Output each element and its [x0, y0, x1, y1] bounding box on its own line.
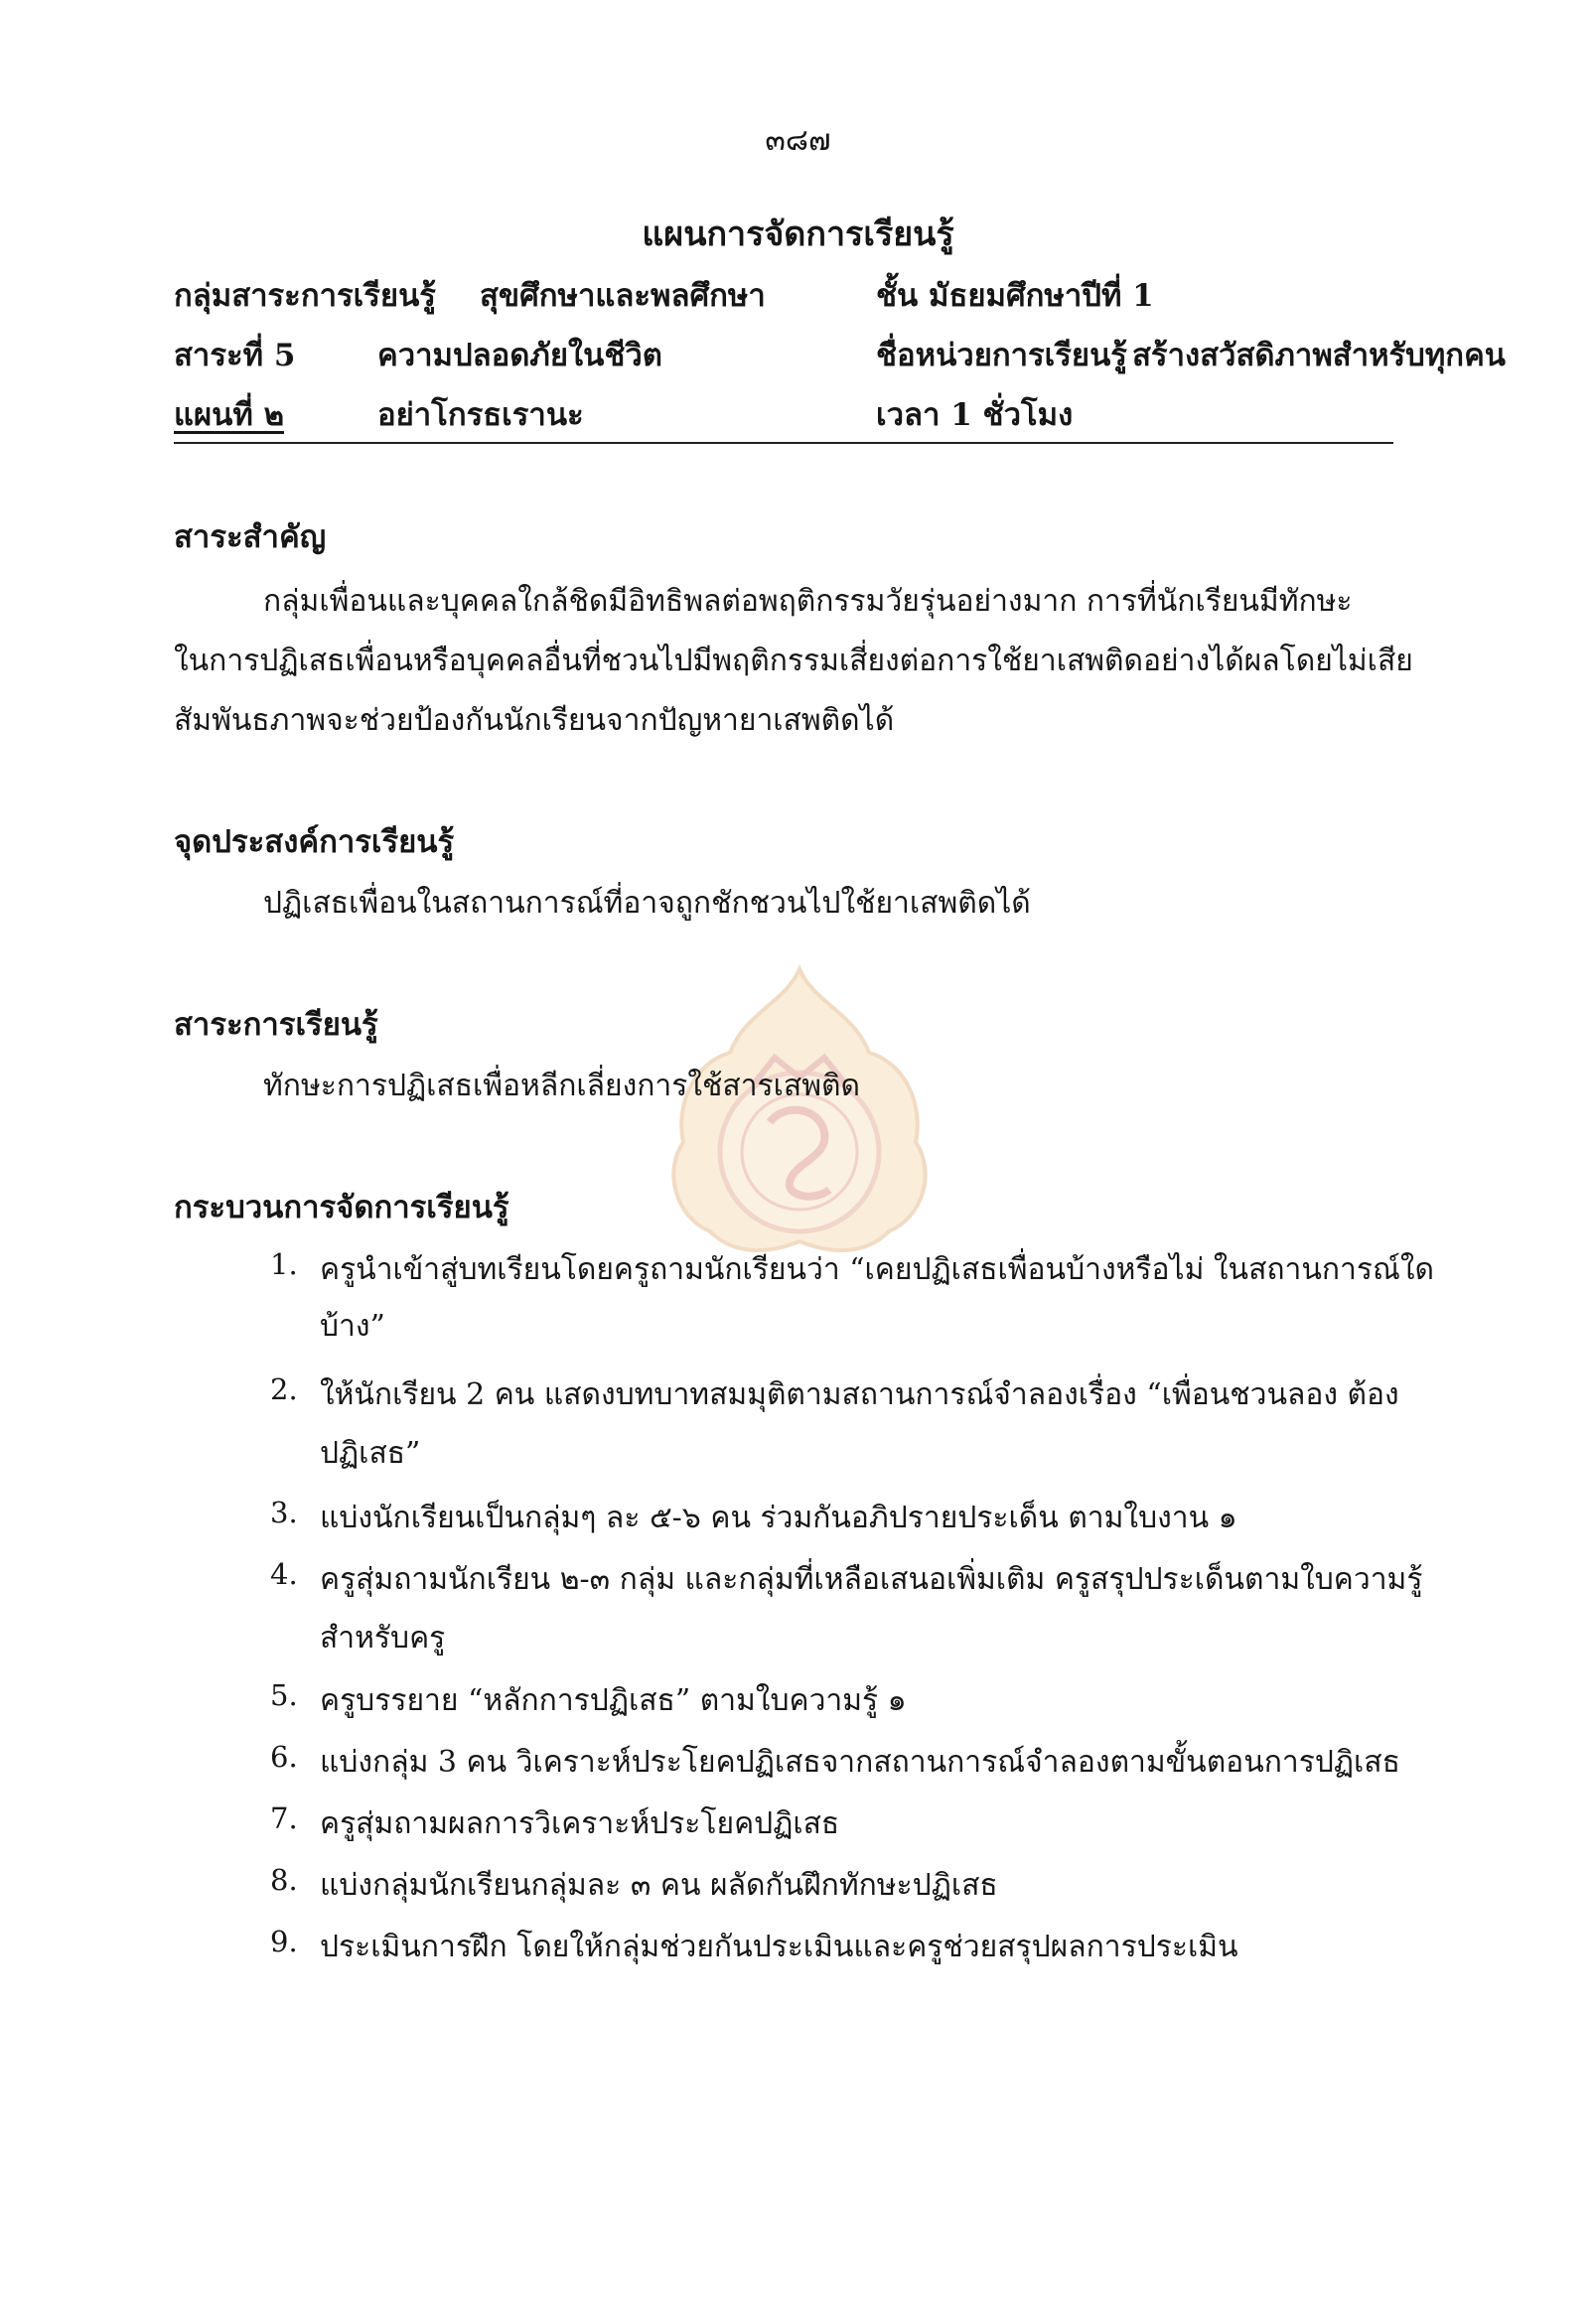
header-subject-value: สุขศึกษาและพลศึกษา — [480, 278, 766, 314]
process-item-text: แบ่งกลุ่มนักเรียนกลุ่มละ ๓ คน ผลัดกันฝึกทักษะปฏิเสธ — [320, 1868, 998, 1903]
key-concept-heading: สาระสำคัญ — [174, 519, 327, 555]
process-item-text: แบ่งนักเรียนเป็นกลุ่มๆ ละ ๕-๖ คน ร่วมกันอภิปรายประเด็น ตามใบงาน ๑ — [320, 1501, 1237, 1535]
header-duration: เวลา 1 ชั่วโมง — [876, 397, 1074, 433]
process-item-text: ครูนำเข้าสู่บทเรียนโดยครูถามนักเรียนว่า “เคยปฏิเสธเพื่อนบ้างหรือไม่ ในสถานการณ์ใด — [320, 1252, 1434, 1287]
key-concept-line-2: ในการปฏิเสธเพื่อนหรือบุคคลอื่นที่ชวนไปมีพฤติกรรมเสี่ยงต่อการใช้ยาเสพติดอย่างได้ผลโดยไม่เสีย — [174, 644, 1413, 678]
process-item-number: 1. — [270, 1247, 298, 1281]
header-plan-value: อย่าโกรธเรานะ — [377, 397, 584, 433]
process-item-number: 5. — [270, 1678, 298, 1712]
header-subject-label: กลุ่มสาระการเรียนรู้ — [174, 278, 436, 314]
process-item-text: แบ่งกลุ่ม 3 คน วิเคราะห์ประโยคปฏิเสธจากสถานการณ์จำลองตามขั้นตอนการปฏิเสธ — [320, 1745, 1400, 1780]
process-item-text: สำหรับครู — [320, 1621, 446, 1655]
header-strand-label: สาระที่ 5 — [174, 338, 296, 373]
process-item-text: ครูบรรยาย “หลักการปฏิเสธ” ตามใบความรู้ ๑ — [320, 1683, 907, 1718]
objective-text: ปฏิเสธเพื่อนในสถานการณ์ที่อาจถูกชักชวนไปใช้ยาเสพติดได้ — [263, 886, 1031, 921]
objective-heading: จุดประสงค์การเรียนรู้ — [174, 824, 455, 860]
process-item-text: ปฏิเสธ” — [320, 1436, 421, 1471]
process-item-text: ครูสุ่มถามผลการวิเคราะห์ประโยคปฏิเสธ — [320, 1806, 840, 1841]
page-number: ๓๘๗ — [765, 123, 831, 158]
process-item-text: บ้าง” — [320, 1309, 385, 1344]
content-heading: สาระการเรียนรู้ — [174, 1007, 378, 1043]
process-item-text: ครูสุ่มถามนักเรียน ๒-๓ กลุ่ม และกลุ่มที่เหลือเสนอเพิ่มเติม ครูสรุปประเด็นตามใบความรู้ — [320, 1562, 1423, 1597]
header-unit-label: ชื่อหน่วยการเรียนรู้ — [876, 338, 1127, 373]
process-item-number: 9. — [270, 1925, 298, 1958]
content-text: ทักษะการปฏิเสธเพื่อหลีกเลี่ยงการใช้สารเสพติด — [263, 1069, 860, 1103]
document-title: แผนการจัดการเรียนรู้ — [642, 215, 954, 254]
header-unit-value: สร้างสวัสดิภาพสำหรับทุกคน — [1132, 338, 1506, 373]
process-item-number: 3. — [270, 1496, 298, 1529]
process-item-text: ประเมินการฝึก โดยให้กลุ่มช่วยกันประเมินและครูช่วยสรุปผลการประเมิน — [320, 1930, 1238, 1964]
key-concept-line-3: สัมพันธภาพจะช่วยป้องกันนักเรียนจากปัญหายาเสพติดได้ — [174, 703, 895, 738]
process-item-text: ให้นักเรียน 2 คน แสดงบทบาทสมมุติตามสถานการณ์จำลองเรื่อง “เพื่อนชวนลอง ต้อง — [320, 1377, 1399, 1412]
process-item-number: 7. — [270, 1801, 298, 1835]
process-item-number: 8. — [270, 1863, 298, 1897]
process-item-number: 6. — [270, 1740, 298, 1774]
process-heading: กระบวนการจัดการเรียนรู้ — [174, 1190, 509, 1225]
header-strand-value: ความปลอดภัยในชีวิต — [377, 338, 662, 373]
header-divider — [174, 442, 1393, 444]
watermark-seal — [655, 963, 943, 1261]
process-item-number: 4. — [270, 1557, 298, 1591]
key-concept-line-1: กลุ่มเพื่อนและบุคคลใกล้ชิดมีอิทธิพลต่อพฤติกรรมวัยรุ่นอย่างมาก การที่นักเรียนมีทักษะ — [263, 584, 1353, 619]
header-plan-label: แผนที่ ๒ — [174, 397, 284, 433]
process-item-number: 2. — [270, 1372, 298, 1406]
header-grade: ชั้น มัธยมศึกษาปีที่ 1 — [876, 278, 1154, 314]
